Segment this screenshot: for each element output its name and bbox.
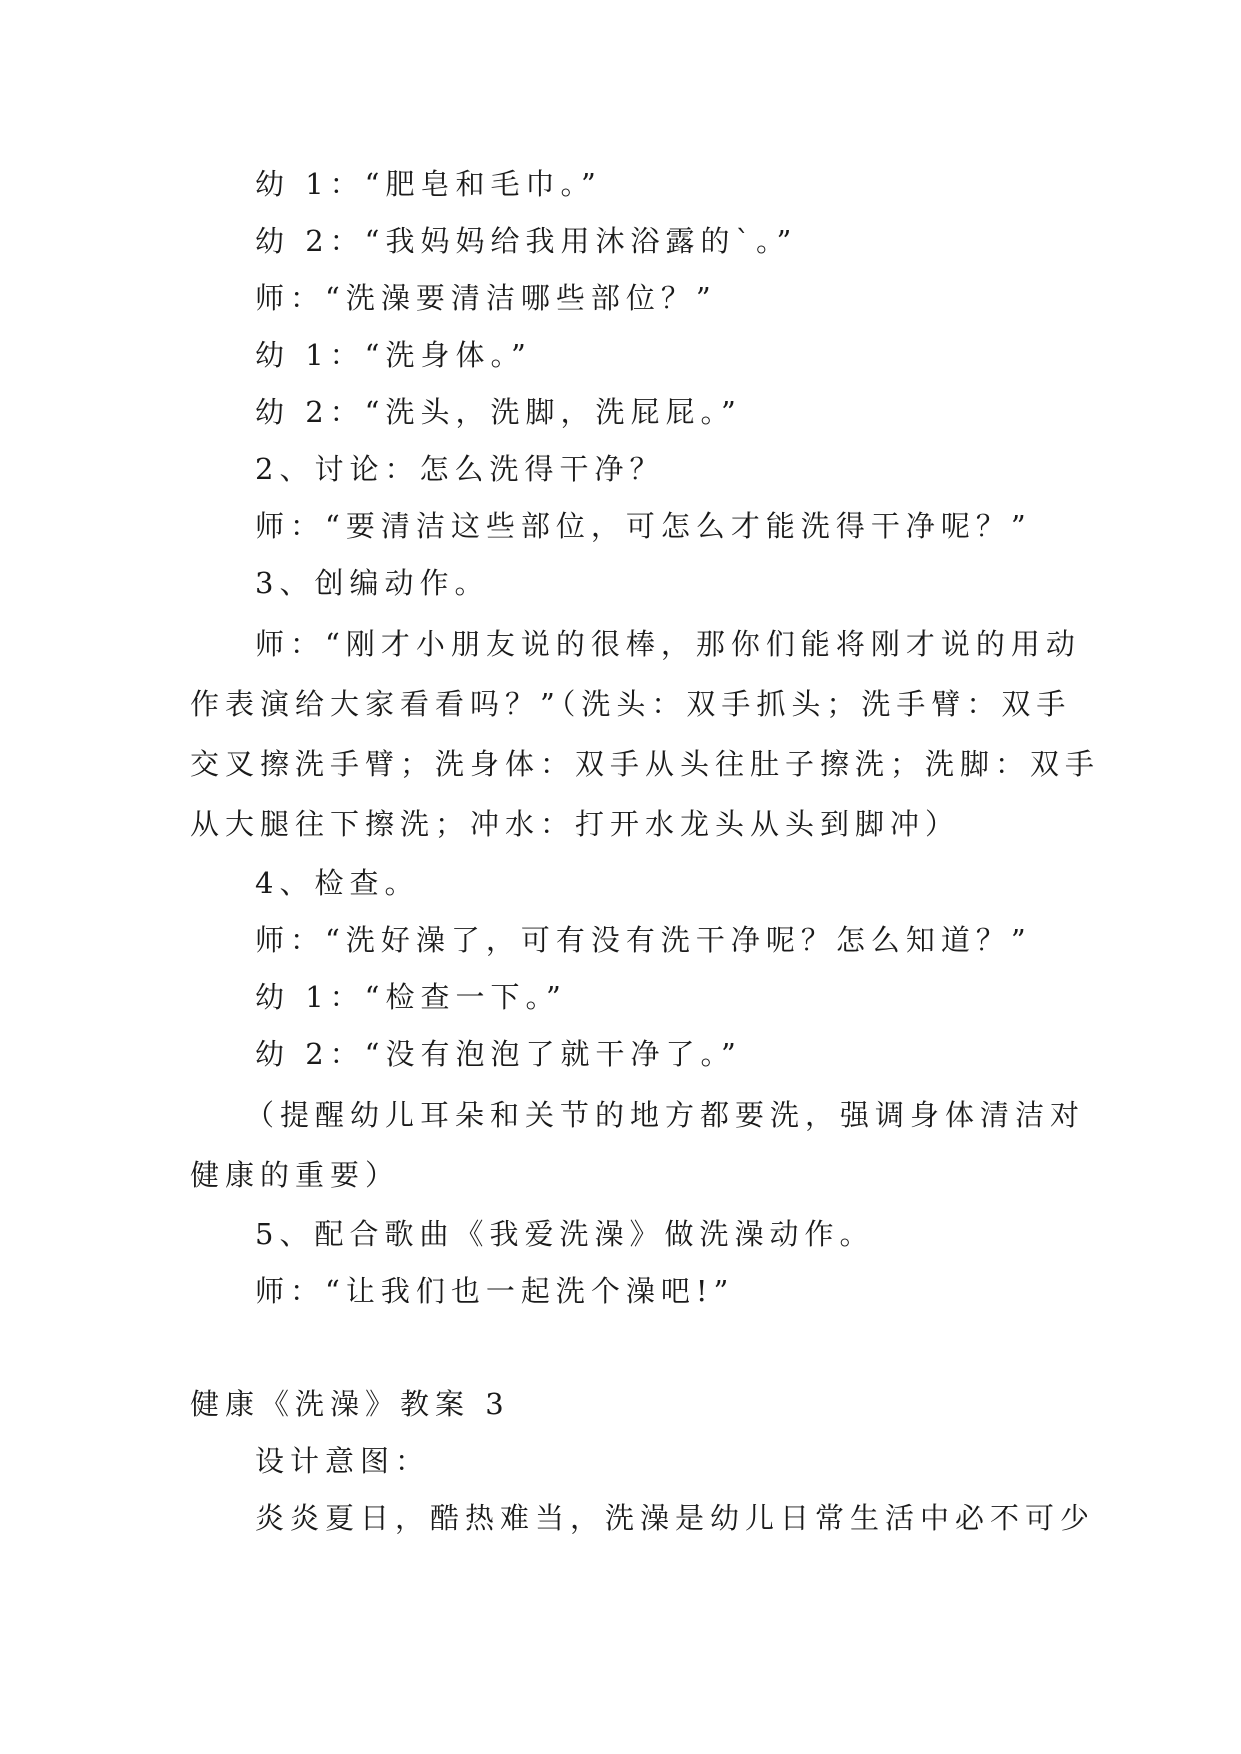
paragraph-line: 从大腿往下擦洗；冲水：打开水龙头从头到脚冲） bbox=[190, 807, 961, 841]
paragraph-line: 作表演给大家看看吗？”（洗头：双手抓头；洗手臂：双手 bbox=[190, 687, 1072, 721]
dialogue-line: 幼 2：“没有泡泡了就干净了。” bbox=[255, 1037, 742, 1071]
paragraph-line: 健康的重要） bbox=[190, 1158, 401, 1192]
section-subheading: 设计意图： bbox=[255, 1444, 431, 1478]
paragraph-line: （提醒幼儿耳朵和关节的地方都要洗，强调身体清洁对 bbox=[245, 1098, 1086, 1132]
dialogue-line: 师：“洗澡要清洁哪些部位？” bbox=[255, 281, 717, 315]
dialogue-line: 师：“让我们也一起洗个澡吧!” bbox=[255, 1274, 735, 1308]
section-title: 健康《洗澡》教案 3 bbox=[190, 1387, 510, 1421]
step-heading: 4、检查。 bbox=[255, 866, 420, 900]
step-heading: 5、配合歌曲《我爱洗澡》做洗澡动作。 bbox=[255, 1217, 875, 1251]
dialogue-line: 幼 2：“洗头，洗脚，洗屁屁。” bbox=[255, 395, 742, 429]
dialogue-line: 幼 1：“检查一下。” bbox=[255, 980, 567, 1014]
paragraph-line: 炎炎夏日，酷热难当，洗澡是幼儿日常生活中必不可少 bbox=[255, 1501, 1096, 1535]
step-heading: 3、创编动作。 bbox=[255, 566, 490, 600]
dialogue-line: 师：“洗好澡了，可有没有洗干净呢？怎么知道？” bbox=[255, 923, 1032, 957]
dialogue-line: 幼 1：“肥皂和毛巾。” bbox=[255, 167, 602, 201]
step-heading: 2、讨论：怎么洗得干净？ bbox=[255, 452, 665, 486]
dialogue-line: 幼 1：“洗身体。” bbox=[255, 338, 532, 372]
paragraph-line: 交叉擦洗手臂；洗身体：双手从头往肚子擦洗；洗脚：双手 bbox=[190, 747, 1101, 781]
paragraph-line: 师：“刚才小朋友说的很棒，那你们能将刚才说的用动 bbox=[255, 627, 1081, 661]
dialogue-line: 师：“要清洁这些部位，可怎么才能洗得干净呢？” bbox=[255, 509, 1032, 543]
dialogue-line: 幼 2：“我妈妈给我用沐浴露的`。” bbox=[255, 224, 798, 258]
